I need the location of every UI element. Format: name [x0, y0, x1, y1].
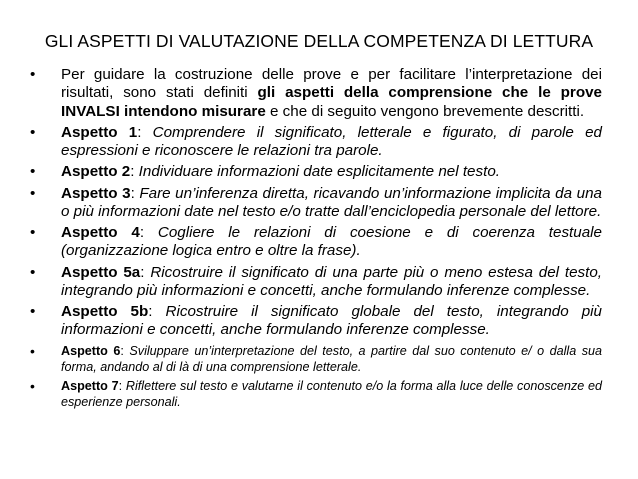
aspect-description: Fare un’inferenza diretta, ricavando un’informazione implicita da una o più informazioni date nel testo e/o tratte dall’enciclopedia personale del lettore.	[61, 184, 602, 220]
aspect-label: Aspetto 7	[61, 378, 119, 393]
aspect-separator: :	[139, 224, 158, 241]
aspect-description: Comprendere il significato, letterale e figurato, di parole ed espressioni e riconoscere le relazioni tra parole.	[61, 123, 602, 160]
aspect-description: Ricostruire il significato di una parte più o meno estesa del testo, integrando più informazioni e concetti, anche formulando inferenze complesse.	[61, 263, 602, 299]
aspect-label: Aspetto 6	[61, 343, 121, 358]
aspect-description: Cogliere le relazioni di coesione e di coerenza testuale (organizzazione logica entro e oltre la frase).	[61, 224, 602, 260]
bullet-icon: •	[30, 303, 36, 320]
bullet-icon: •	[30, 66, 36, 83]
aspect-label: Aspetto 1	[61, 123, 138, 141]
intro-text-part1: Per guidare la costruzione delle prove e per facilitare l’interpretazione dei risultati, sono stati definiti	[61, 66, 602, 102]
bullet-icon: •	[30, 184, 36, 202]
aspect-separator: :	[140, 263, 151, 281]
bullet-icon: •	[30, 342, 35, 359]
aspect-item-5b	[30, 303, 602, 340]
aspects-list	[30, 66, 602, 413]
aspect-separator: :	[130, 163, 139, 181]
aspect-description: Individuare informazioni date esplicitamente nel testo.	[138, 163, 500, 181]
aspect-label: Aspetto 3	[61, 184, 131, 202]
aspect-description: Ricostruire il significato globale del testo, integrando più informazioni e concetti, anche formulando inferenze complesse.	[61, 303, 602, 339]
aspect-separator: :	[120, 343, 130, 358]
aspect-label: Aspetto 4	[61, 224, 140, 241]
intro-item	[30, 66, 602, 121]
aspect-description: Sviluppare un’interpretazione del testo, a partire dal suo contenuto e/ o dalla sua forma, andando al di là di una comprensione letterale.	[61, 343, 602, 374]
aspect-separator: :	[130, 184, 140, 202]
aspect-label: Aspetto 2	[61, 163, 131, 181]
aspect-separator: :	[118, 378, 126, 393]
aspect-description: Riflettere sul testo e valutarne il contenuto e/o la forma alla luce delle conoscenze ed esperienze personali.	[61, 378, 603, 409]
bullet-icon: •	[30, 123, 36, 141]
bullet-icon: •	[30, 263, 36, 281]
bullet-icon: •	[30, 377, 35, 394]
aspect-label: Aspetto 5b	[61, 303, 149, 320]
slide-title: GLI ASPETTI DI VALUTAZIONE DELLA COMPETENZA DI LETTURA	[44, 31, 594, 51]
bullet-icon: •	[30, 163, 36, 181]
intro-text-part2: e che di seguito vengono brevemente descritti.	[265, 102, 585, 120]
aspect-item-6	[30, 343, 602, 375]
aspect-item-4	[30, 224, 602, 261]
aspect-item-3	[30, 185, 602, 222]
aspect-item-1	[30, 124, 602, 161]
aspect-item-2	[30, 163, 602, 181]
aspect-item-5a	[30, 264, 602, 301]
bullet-icon: •	[30, 224, 36, 241]
aspect-label: Aspetto 5a	[61, 263, 141, 281]
intro-text-bold: gli aspetti della comprensione che le prove INVALSI intendono misurare	[61, 84, 602, 120]
aspect-separator: :	[137, 123, 153, 141]
aspect-separator: :	[148, 303, 166, 320]
aspect-item-7	[30, 378, 602, 410]
